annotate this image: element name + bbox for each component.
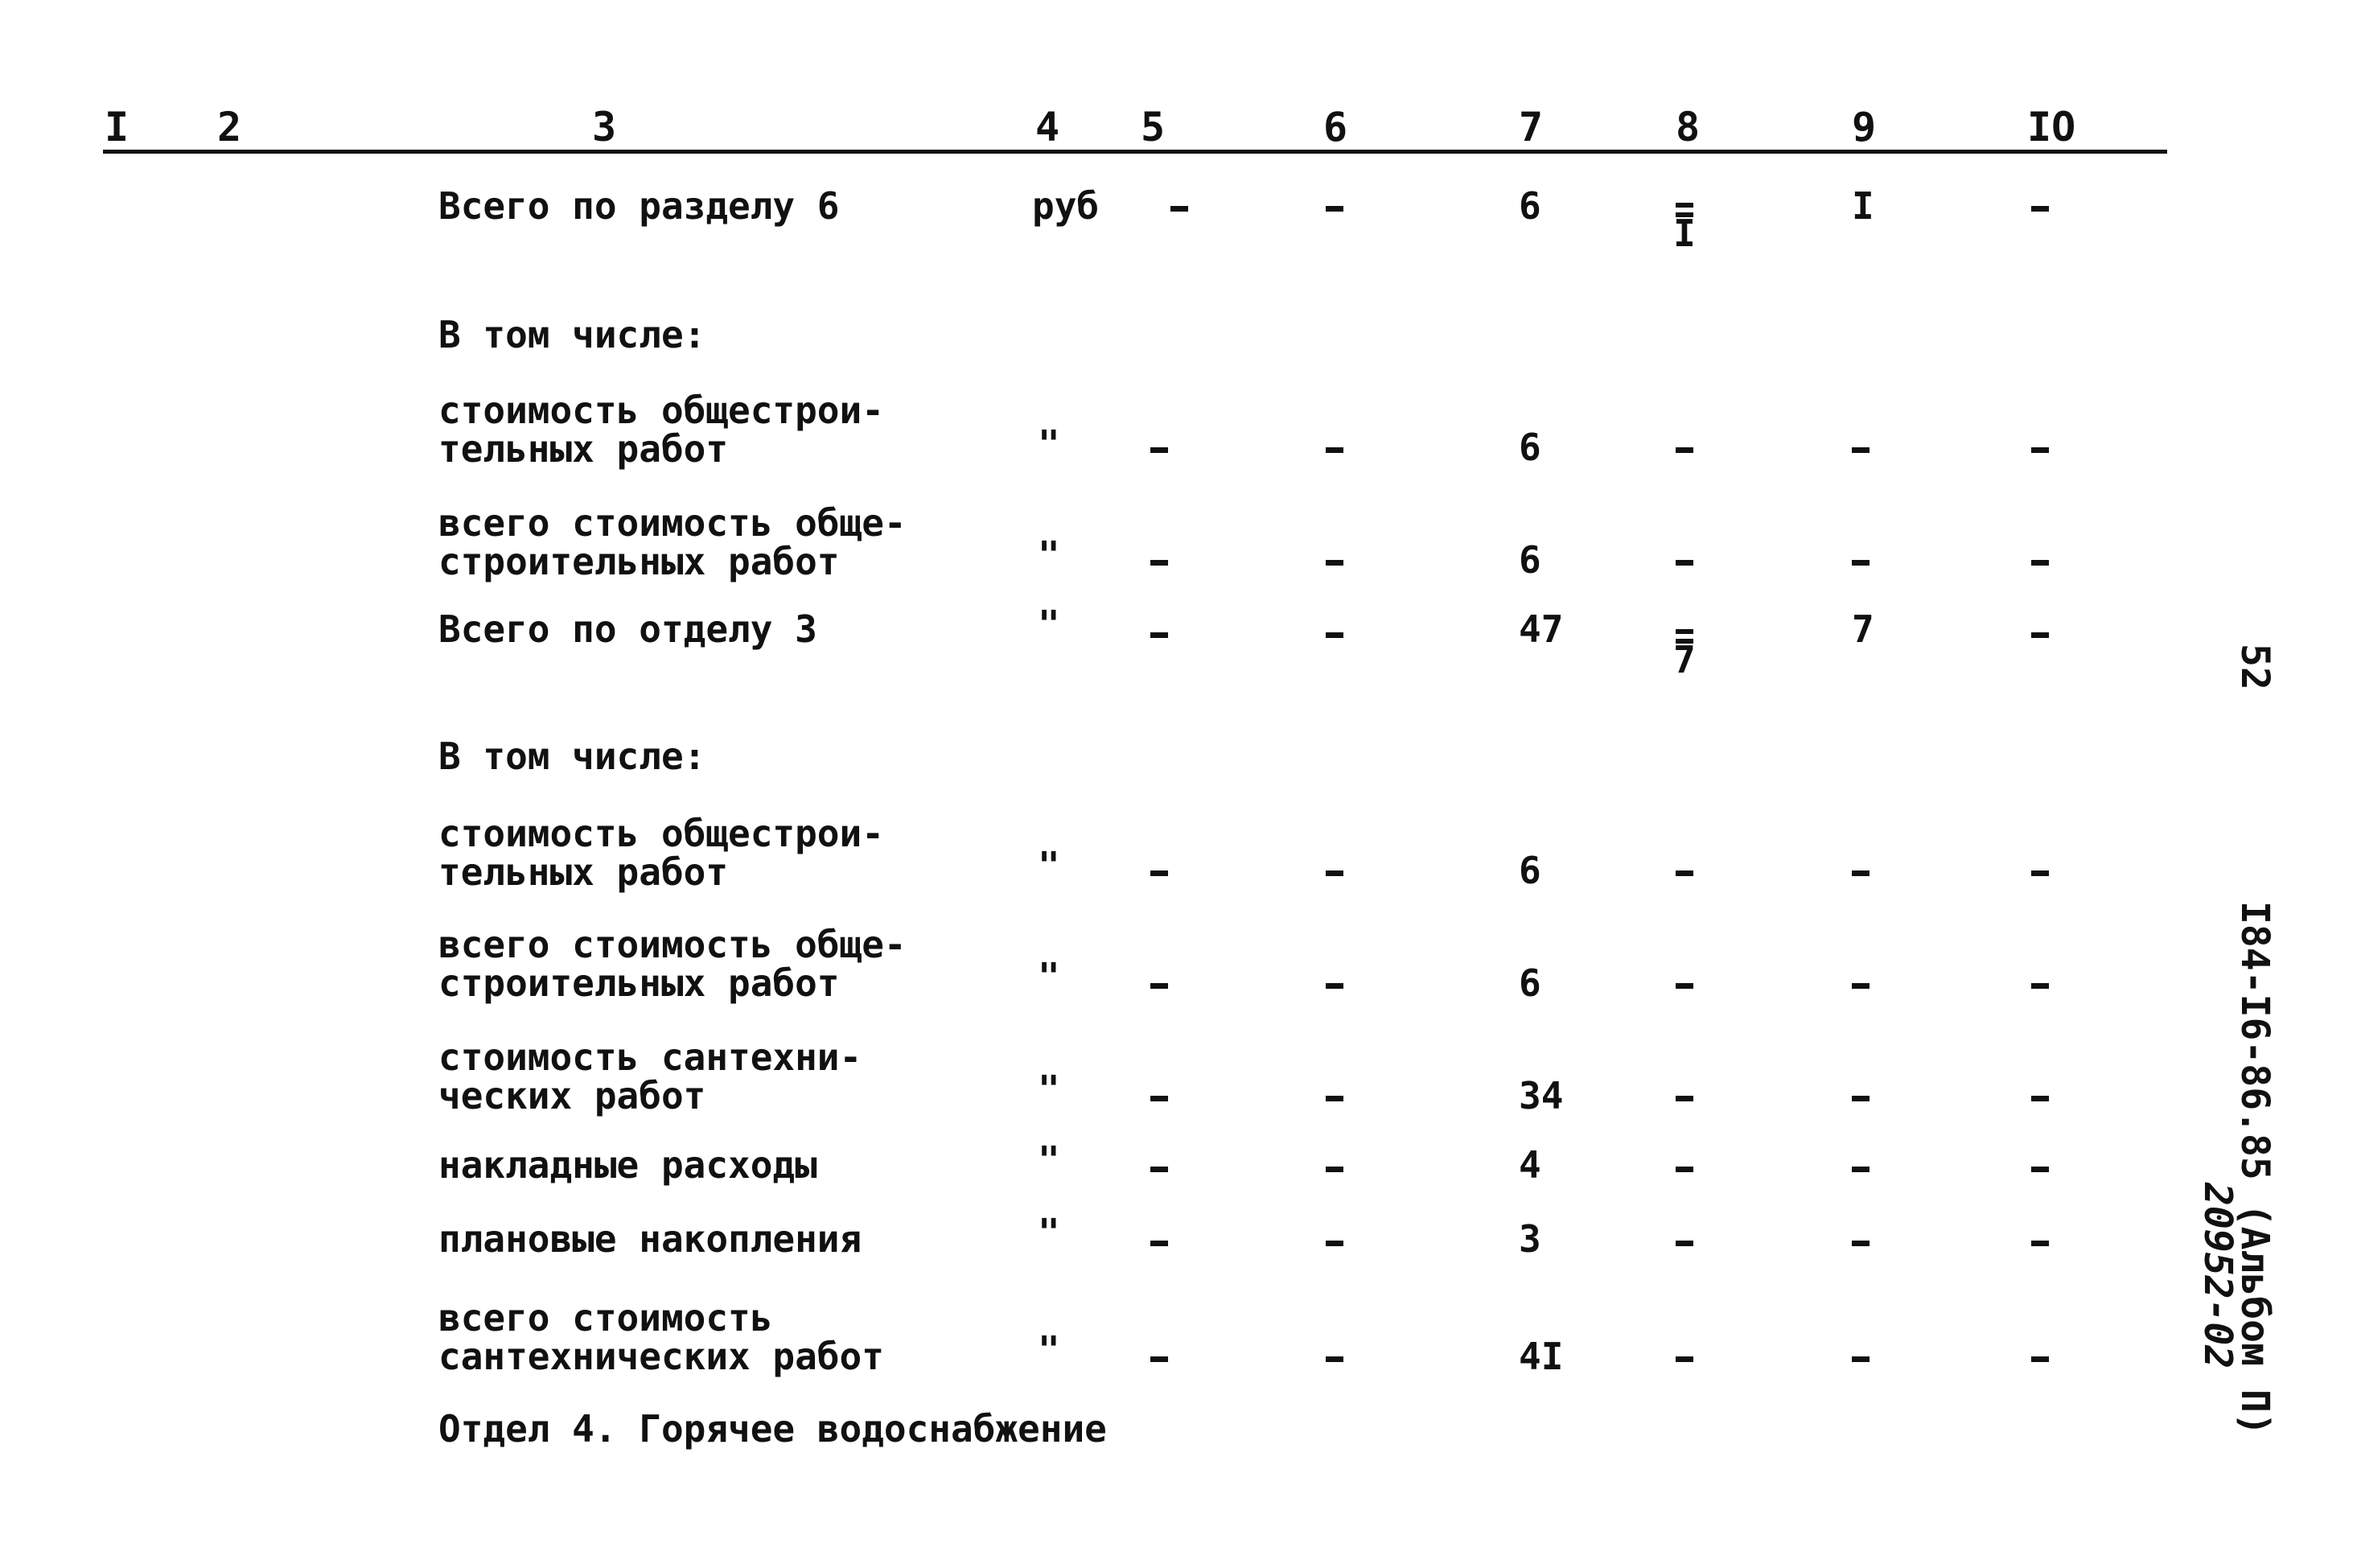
dash-mark bbox=[1150, 870, 1168, 876]
dash-mark bbox=[1852, 447, 1870, 453]
value-col7: 6 bbox=[1519, 849, 1541, 892]
subheading: В том числе: bbox=[438, 313, 706, 356]
dash-mark bbox=[2031, 206, 2049, 212]
dash-mark bbox=[1326, 1241, 1343, 1246]
dash-mark bbox=[1326, 983, 1343, 989]
row-description: накладные расходы bbox=[438, 1143, 817, 1187]
value-col9: 7 bbox=[1852, 607, 1874, 651]
dash-mark bbox=[1326, 206, 1343, 212]
dash-mark bbox=[1150, 632, 1168, 638]
dash-mark bbox=[2031, 1167, 2049, 1172]
row-description: стоимость сантехни- ческих работ bbox=[438, 1035, 862, 1117]
dash-mark bbox=[1676, 1096, 1693, 1101]
dash-mark bbox=[1150, 447, 1168, 453]
ditto-mark: " bbox=[1038, 603, 1060, 646]
dash-mark bbox=[1150, 1241, 1168, 1246]
dash-mark bbox=[1676, 447, 1693, 453]
column-header-6: 6 bbox=[1323, 104, 1348, 150]
column-header-5: 5 bbox=[1141, 104, 1166, 150]
dash-mark bbox=[1326, 1096, 1343, 1101]
dash-mark bbox=[2031, 447, 2049, 453]
row-description: всего стоимость обще- строительных работ bbox=[438, 923, 907, 1005]
dash-mark bbox=[2031, 1356, 2049, 1362]
document-code: I84-I6-86.85 (Альбом П) bbox=[2232, 901, 2277, 1436]
dash-mark bbox=[1676, 983, 1693, 989]
value-col7: 6 bbox=[1519, 426, 1541, 469]
value-col7: 6 bbox=[1519, 961, 1541, 1005]
value-col7: 4 bbox=[1519, 1143, 1541, 1187]
dash-mark bbox=[2031, 870, 2049, 876]
column-header-2: 2 bbox=[217, 104, 242, 150]
ditto-mark: " bbox=[1038, 844, 1060, 887]
row-description: Всего по отделу 3 bbox=[438, 607, 817, 651]
value-col7: 6 bbox=[1519, 538, 1541, 582]
dash-mark bbox=[1150, 1096, 1168, 1101]
dash-mark bbox=[1150, 1167, 1168, 1172]
column-header-1: I bbox=[105, 104, 130, 150]
value-col9: I bbox=[1852, 184, 1874, 228]
dash-mark bbox=[1326, 632, 1343, 638]
dash-mark bbox=[1676, 1241, 1693, 1246]
ditto-mark: " bbox=[1038, 1328, 1060, 1372]
section-heading: Отдел 4. Горячее водоснабжение bbox=[438, 1407, 1107, 1451]
row-description: плановые накопления bbox=[438, 1217, 862, 1261]
row-description: стоимость общестрои- тельных работ bbox=[438, 812, 884, 894]
dash-mark bbox=[1852, 1241, 1870, 1246]
dash-mark bbox=[1326, 870, 1343, 876]
column-header-10: IO bbox=[2027, 104, 2076, 150]
value-col7: 6 bbox=[1519, 184, 1541, 228]
ditto-mark: " bbox=[1038, 422, 1060, 466]
dash-mark bbox=[2031, 983, 2049, 989]
inventory-number: 20952-02 bbox=[2195, 1183, 2240, 1369]
dash-mark bbox=[1170, 206, 1188, 212]
fraction-col8: I bbox=[1668, 203, 1701, 253]
row-description: стоимость общестрои- тельных работ bbox=[438, 389, 884, 471]
dash-mark bbox=[1326, 1356, 1343, 1362]
row-description: всего стоимость сантехнических работ bbox=[438, 1296, 884, 1378]
dash-mark bbox=[1326, 1167, 1343, 1172]
ditto-mark: " bbox=[1038, 1068, 1060, 1111]
dash-mark bbox=[1852, 1167, 1870, 1172]
column-header-8: 8 bbox=[1676, 104, 1701, 150]
ditto-mark: " bbox=[1038, 1211, 1060, 1254]
dash-mark bbox=[1852, 1356, 1870, 1362]
row-description: Всего по разделу 6 bbox=[438, 184, 840, 228]
page-number: 52 bbox=[2232, 644, 2277, 690]
dash-mark bbox=[1326, 560, 1343, 566]
value-col7: 3 bbox=[1519, 1217, 1541, 1261]
dash-mark bbox=[2031, 632, 2049, 638]
dash-mark bbox=[1852, 983, 1870, 989]
dash-mark bbox=[2031, 1241, 2049, 1246]
value-col7: 47 bbox=[1519, 607, 1564, 651]
dash-mark bbox=[2031, 560, 2049, 566]
dash-mark bbox=[1676, 1356, 1693, 1362]
dash-mark bbox=[2031, 1096, 2049, 1101]
column-header-7: 7 bbox=[1519, 104, 1544, 150]
dash-mark bbox=[1326, 447, 1343, 453]
column-header-4: 4 bbox=[1035, 104, 1060, 150]
dash-mark bbox=[1676, 870, 1693, 876]
ditto-mark: " bbox=[1038, 533, 1060, 577]
column-header-9: 9 bbox=[1852, 104, 1877, 150]
dash-mark bbox=[1852, 1096, 1870, 1101]
dash-mark bbox=[1150, 1356, 1168, 1362]
value-col7: 34 bbox=[1519, 1074, 1564, 1117]
ditto-mark: " bbox=[1038, 1138, 1060, 1182]
dash-mark bbox=[1676, 560, 1693, 566]
subheading: В том числе: bbox=[438, 735, 706, 778]
dash-mark bbox=[1852, 870, 1870, 876]
header-rule bbox=[103, 150, 2167, 154]
dash-mark bbox=[1852, 560, 1870, 566]
dash-mark bbox=[1150, 560, 1168, 566]
dash-mark bbox=[1150, 983, 1168, 989]
value-col7: 4I bbox=[1519, 1335, 1564, 1378]
dash-mark bbox=[1676, 1167, 1693, 1172]
unit-cell: руб bbox=[1032, 184, 1100, 228]
ditto-mark: " bbox=[1038, 955, 1060, 998]
column-header-3: 3 bbox=[592, 104, 617, 150]
row-description: всего стоимость обще- строительных работ bbox=[438, 501, 907, 583]
fraction-col8: 7 bbox=[1668, 629, 1701, 679]
